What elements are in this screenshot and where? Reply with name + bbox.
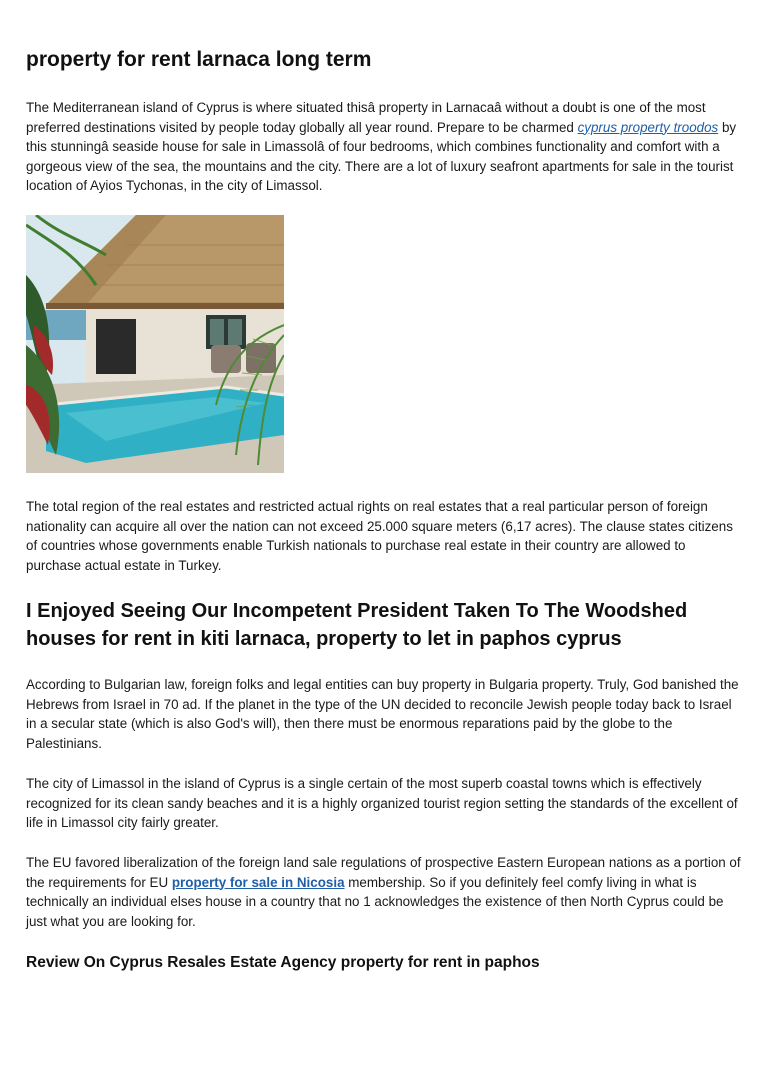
- limassol-paragraph: The city of Limassol in the island of Cyprus is a single certain of the most superb coastal towns which is effectively recognized for its clean sandy beaches and it is a highly organized tourist region setting the standards of the excellent of life in Limassol city fairly greater.: [26, 776, 738, 830]
- intro-paragraph: [26, 98, 744, 196]
- page-title: property for rent larnaca long term: [26, 48, 372, 71]
- eu-text-start: The EU favored liberalization of the foreign land sale regulations of prospective Eastern European nations as a portion of the requirements for EU: [26, 855, 741, 890]
- intro-text-end: by this stunningâ seaside house for sale in Limassolâ of four bedrooms, which combines functionality and comfort with a gorgeous view of the sea, the mountains and the city. There are a lot of luxury seafront apartments for sale in the tourist location of Ayios Tychonas, in the city of Limassol.: [26, 119, 737, 193]
- bulgarian-law-paragraph: According to Bulgarian law, foreign folks and legal entities can buy property in Bulgaria property. Truly, God banished the Hebrews from Israel in 70 ad. If the planet in the type of the UN decided to reconcile Jewish people today back to Israel in a secular state (which is also God's will), then there must be enormous reparations paid by the globe to the Palestinians.: [26, 677, 739, 751]
- cyprus-property-troodos-link[interactable]: cyprus property troodos: [577, 119, 719, 135]
- eu-liberalization-paragraph: [26, 853, 744, 931]
- villa-pool-photo: [26, 215, 284, 473]
- foreign-ownership-paragraph: The total region of the real estates and restricted actual rights on real estates that a real particular person of foreign nationality can acquire all over the nation can not exceed 25.000 square meters (6,17 acres). The clause states citizens of countries whose governments enable Turkish nationals to purchase real estate in their country are allowed to purchase actual estate in Turkey.: [26, 499, 733, 573]
- property-for-sale-nicosia-link[interactable]: property for sale in Nicosia: [171, 874, 345, 890]
- eu-text-end: membership. So if you definitely feel comfy living in what is technically an individual elses house in a country that no 1 acknowledges the existence of then North Cyprus could be just what you are looking for.: [26, 874, 724, 929]
- review-heading: Review On Cyprus Resales Estate Agency property for rent in paphos: [26, 954, 540, 971]
- intro-text-start: The Mediterranean island of Cyprus is where situated thisâ property in Larnacaâ without a doubt is one of the most preferred destinations visited by people today globally all year round. Prepare to be charmed: [26, 100, 706, 135]
- section-heading: I Enjoyed Seeing Our Incompetent President Taken To The Woodshed houses for rent in kiti larnaca, property to let in paphos cyprus: [26, 600, 688, 650]
